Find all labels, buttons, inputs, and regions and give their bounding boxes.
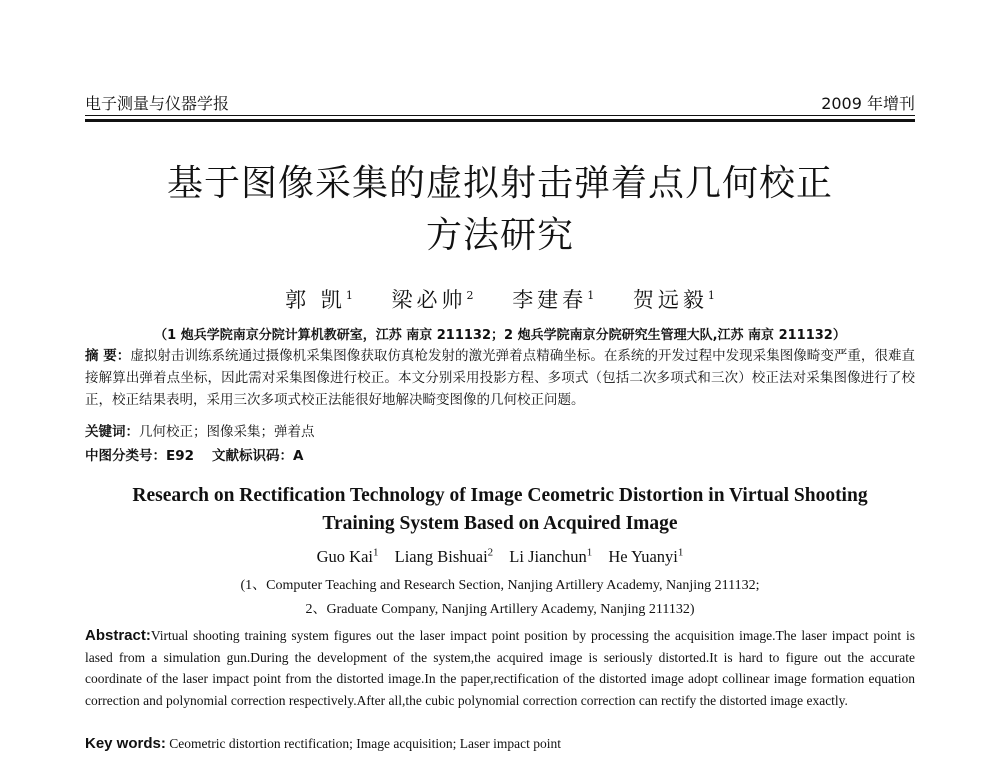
chinese-authors	[85, 284, 915, 314]
english-affiliation	[85, 574, 915, 622]
chinese-title-line-2: 方法研究	[425, 215, 574, 256]
author-en: He Yuanyi$^1$	[608, 546, 684, 566]
clc-label: 中图分类号：	[85, 448, 166, 464]
chinese-keywords-text: 几何校正；图像采集；弹着点	[139, 424, 315, 440]
chinese-affiliation: （1 炮兵学院南京分院计算机教研室，江苏 南京 211132；2 炮兵学院南京分院研究生管理大队,江苏 南京 211132）	[154, 328, 846, 343]
author-en: Liang Bishuai$^2$	[394, 546, 494, 566]
doc-code-label: 文献标识码：	[212, 448, 294, 464]
author-cn: 李建春$^1$	[512, 288, 595, 312]
english-abstract	[85, 625, 915, 711]
english-keywords-label: Key words:	[85, 735, 166, 752]
doc-code-value: A	[293, 448, 304, 464]
chinese-abstract-text: 虚拟射击训练系统通过摄像机采集图像获取仿真枪发射的激光弹着点精确坐标。在系统的开发过程中发现采集图像畸变严重，很难直接解算出弹着点坐标，因此需对采集图像进行校正。本文分别采用投影方程、多项式（包括二次多项式和三次）校正法对采集图像进行了校正，校正结果表明，采用三次多项式校正法能很好地解决畸变图像的几何校正问题。	[85, 348, 916, 408]
english-authors	[85, 546, 915, 567]
english-keywords	[85, 735, 915, 752]
english-abstract-text: Virtual shooting training system figures out the laser impact point position by processing the acquisition image.The laser impact point is lased from a simulation gun.During the development of the system,the acquired image is seriously distorted.It is hard to figure out the accurate coordinate of the laser impact point from the distorted image.In the paper,rectification of the distorted image adopt collinear image formation equation correction and polynomial correction respectively.After all,the cubic polynomial correction correction can rectify the distorted image exactly.	[85, 628, 915, 708]
english-title	[85, 482, 915, 538]
running-header	[85, 88, 915, 114]
author-en: Li Jianchun$^1$	[509, 546, 593, 566]
english-title-line-2: Training System Based on Acquired Image	[322, 513, 678, 534]
header-rule-thick	[85, 119, 915, 122]
journal-name: 电子测量与仪器学报	[85, 94, 230, 113]
clc-value: E92	[166, 448, 195, 464]
english-affiliation-line-2: 2、Graduate Company, Nanjing Artillery Academy, Nanjing 211132)	[305, 602, 695, 617]
issue-label: 2009 年增刊	[821, 94, 915, 113]
english-abstract-label: Abstract:	[85, 627, 151, 644]
header-rule-thin	[85, 115, 915, 116]
classification-line	[85, 444, 915, 464]
english-keywords-text: Ceometric distortion rectification; Image acquisition; Laser impact point	[165, 736, 561, 751]
author-cn: 贺远毅$^1$	[632, 288, 715, 312]
chinese-keywords	[85, 420, 915, 440]
author-cn: 郭 凯$^1$	[285, 288, 353, 312]
author-cn: 梁必帅$^2$	[391, 288, 474, 312]
english-affiliation-line-1: (1、Computer Teaching and Research Section, Nanjing Artillery Academy, Nanjing 211132;	[240, 578, 760, 593]
chinese-keywords-label: 关键词：	[85, 424, 139, 440]
author-en: Guo Kai$^1$	[316, 546, 379, 566]
chinese-abstract-label: 摘 要：	[85, 348, 131, 364]
chinese-title-line-1: 基于图像采集的虚拟射击弹着点几何校正	[166, 163, 833, 204]
chinese-title	[85, 158, 915, 262]
chinese-abstract	[85, 345, 915, 411]
english-title-line-1: Research on Rectification Technology of Image Ceometric Distortion in Virtual Shooting	[132, 485, 868, 506]
